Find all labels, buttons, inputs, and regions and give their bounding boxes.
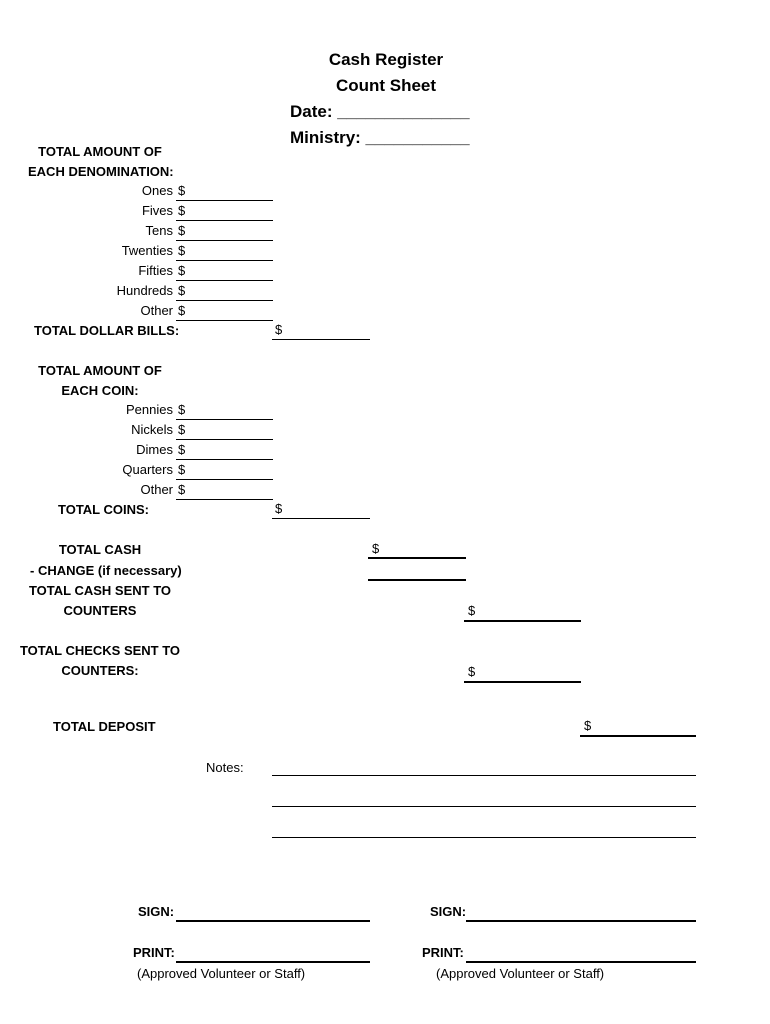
bill-entry-tens[interactable] [176, 240, 273, 241]
coin-entry-nickels[interactable] [176, 439, 273, 440]
coin-label-quarters: Quarters [122, 462, 173, 477]
currency-symbol: $ [178, 223, 186, 238]
currency-symbol: $ [468, 603, 476, 618]
currency-symbol: $ [178, 422, 186, 437]
checks-label-line1: TOTAL CHECKS SENT TO [19, 643, 181, 658]
currency-symbol: $ [178, 462, 186, 477]
notes-line-2[interactable] [272, 806, 696, 807]
coin-label-nickels: Nickels [131, 422, 173, 437]
cash-sent-label-line1: TOTAL CASH SENT TO [28, 583, 172, 598]
total-dollar-bills-label: TOTAL DOLLAR BILLS: [34, 323, 180, 338]
coin-entry-pennies[interactable] [176, 419, 273, 420]
coins-heading-line2: EACH COIN: [61, 383, 139, 398]
print-label: PRINT: [133, 945, 175, 960]
approver-note: (Approved Volunteer or Staff) [137, 966, 306, 981]
bill-entry-hundreds[interactable] [176, 300, 273, 301]
total-coins-entry[interactable] [272, 518, 370, 519]
bill-label-twenties: Twenties [121, 243, 173, 258]
checks-entry[interactable] [464, 681, 581, 683]
bill-label-fifties: Fifties [138, 263, 173, 278]
notes-label: Notes: [206, 760, 244, 775]
currency-symbol: $ [178, 203, 186, 218]
bills-heading-line1: TOTAL AMOUNT OF [38, 144, 162, 159]
currency-symbol: $ [178, 263, 186, 278]
bill-entry-ones[interactable] [176, 200, 273, 201]
print-line[interactable] [466, 961, 696, 963]
currency-symbol: $ [275, 501, 283, 516]
total-deposit-entry[interactable] [580, 735, 696, 737]
coin-label-other: Other [140, 482, 173, 497]
bill-label-fives: Fives [141, 203, 173, 218]
bill-entry-other[interactable] [176, 320, 273, 321]
total-cash-entry[interactable] [368, 557, 466, 559]
coin-label-pennies: Pennies [126, 402, 173, 417]
sign-line[interactable] [176, 920, 370, 922]
bill-entry-fives[interactable] [176, 220, 273, 221]
currency-symbol: $ [178, 283, 186, 298]
total-dollar-bills-entry[interactable] [272, 339, 370, 340]
currency-symbol: $ [178, 183, 186, 198]
currency-symbol: $ [178, 243, 186, 258]
currency-symbol: $ [178, 402, 186, 417]
print-label: PRINT: [422, 945, 464, 960]
form-title-line2: Count Sheet [335, 76, 437, 95]
cash-sent-entry[interactable] [464, 620, 581, 622]
total-coins-label: TOTAL COINS: [58, 502, 149, 517]
approver-note: (Approved Volunteer or Staff) [436, 966, 605, 981]
currency-symbol: $ [275, 322, 283, 337]
bill-label-ones: Ones [141, 183, 173, 198]
bill-entry-fifties[interactable] [176, 280, 273, 281]
coins-heading-line1: TOTAL AMOUNT OF [38, 363, 162, 378]
sign-line[interactable] [466, 920, 696, 922]
notes-line-3[interactable] [272, 837, 696, 838]
bills-heading-line2: EACH DENOMINATION: [28, 164, 174, 179]
coin-label-dimes: Dimes [136, 442, 173, 457]
print-line[interactable] [176, 961, 370, 963]
total-deposit-label: TOTAL DEPOSIT [53, 719, 156, 734]
currency-symbol: $ [584, 718, 592, 733]
coin-entry-other[interactable] [176, 499, 273, 500]
bill-label-other: Other [140, 303, 173, 318]
total-cash-label: TOTAL CASH [58, 542, 142, 557]
currency-symbol: $ [178, 482, 186, 497]
sign-label: SIGN: [138, 904, 175, 919]
change-label: - CHANGE (if necessary) [30, 563, 182, 578]
sign-label: SIGN: [430, 904, 467, 919]
currency-symbol: $ [372, 541, 380, 556]
bill-entry-twenties[interactable] [176, 260, 273, 261]
checks-label-line2: COUNTERS: [61, 663, 139, 678]
cash-sent-label-line2: COUNTERS [63, 603, 137, 618]
coin-entry-dimes[interactable] [176, 459, 273, 460]
coin-entry-quarters[interactable] [176, 479, 273, 480]
bill-label-hundreds: Hundreds [116, 283, 173, 298]
currency-symbol: $ [468, 664, 476, 679]
currency-symbol: $ [178, 303, 186, 318]
bill-label-tens: Tens [145, 223, 173, 238]
ministry-field: Ministry: ___________ [290, 128, 470, 147]
change-entry[interactable] [368, 579, 466, 581]
notes-line-1[interactable] [272, 775, 696, 776]
form-title-line1: Cash Register [328, 50, 444, 69]
currency-symbol: $ [178, 442, 186, 457]
date-field: Date: ______________ [290, 102, 470, 121]
